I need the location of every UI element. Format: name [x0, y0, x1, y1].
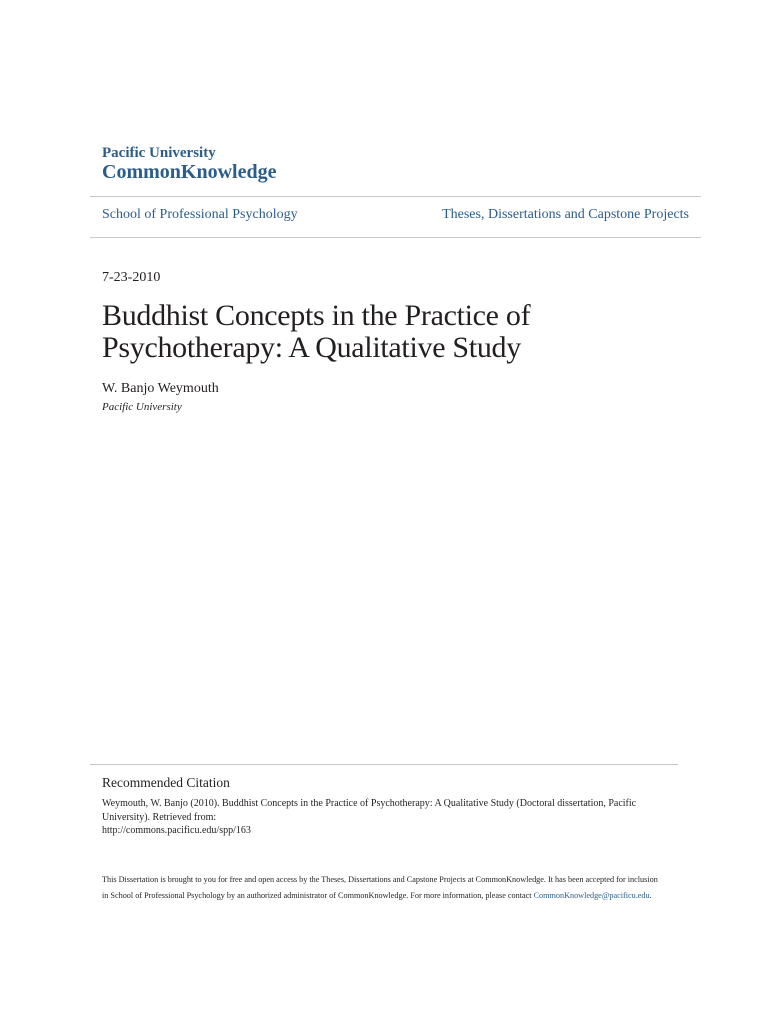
author-name: W. Banjo Weymouth — [102, 381, 219, 396]
citation-heading: Recommended Citation — [102, 775, 230, 790]
document-title-line-2: Psychotherapy: A Qualitative Study — [102, 331, 521, 364]
access-notice-text: This Dissertation is brought to you for free and open access by the Theses, Dissertations and Capstone Projects at CommonKnowledge. It has been accepted for inclusion in School of Professional Psychology by an authorized administrator of CommonKnowledge. For more information, please contact — [102, 875, 658, 900]
school-link[interactable]: School of Professional Psychology — [102, 207, 298, 222]
publication-date: 7-23-2010 — [102, 270, 161, 285]
contact-email-link[interactable]: CommonKnowledge@pacificu.edu — [533, 890, 650, 900]
access-notice-period: . — [649, 890, 652, 900]
citation-divider — [90, 764, 678, 765]
collection-link[interactable]: Theses, Dissertations and Capstone Projects — [442, 207, 689, 222]
citation-url[interactable]: http://commons.pacificu.edu/spp/163 — [102, 825, 251, 836]
header-divider-bottom — [90, 237, 701, 238]
document-title — [102, 300, 662, 364]
document-title-line-1: Buddhist Concepts in the Practice of — [102, 299, 531, 332]
university-name: Pacific University — [102, 145, 216, 161]
author-affiliation: Pacific University — [102, 401, 182, 413]
repository-name[interactable]: CommonKnowledge — [102, 161, 277, 183]
citation-text: Weymouth, W. Banjo (2010). Buddhist Concepts in the Practice of Psychotherapy: A Qualitative Study (Doctoral dissertation, Pacific University). Retrieved from: — [102, 798, 637, 823]
access-notice — [102, 872, 662, 903]
header-divider-top — [90, 196, 701, 197]
citation-body — [102, 797, 682, 838]
